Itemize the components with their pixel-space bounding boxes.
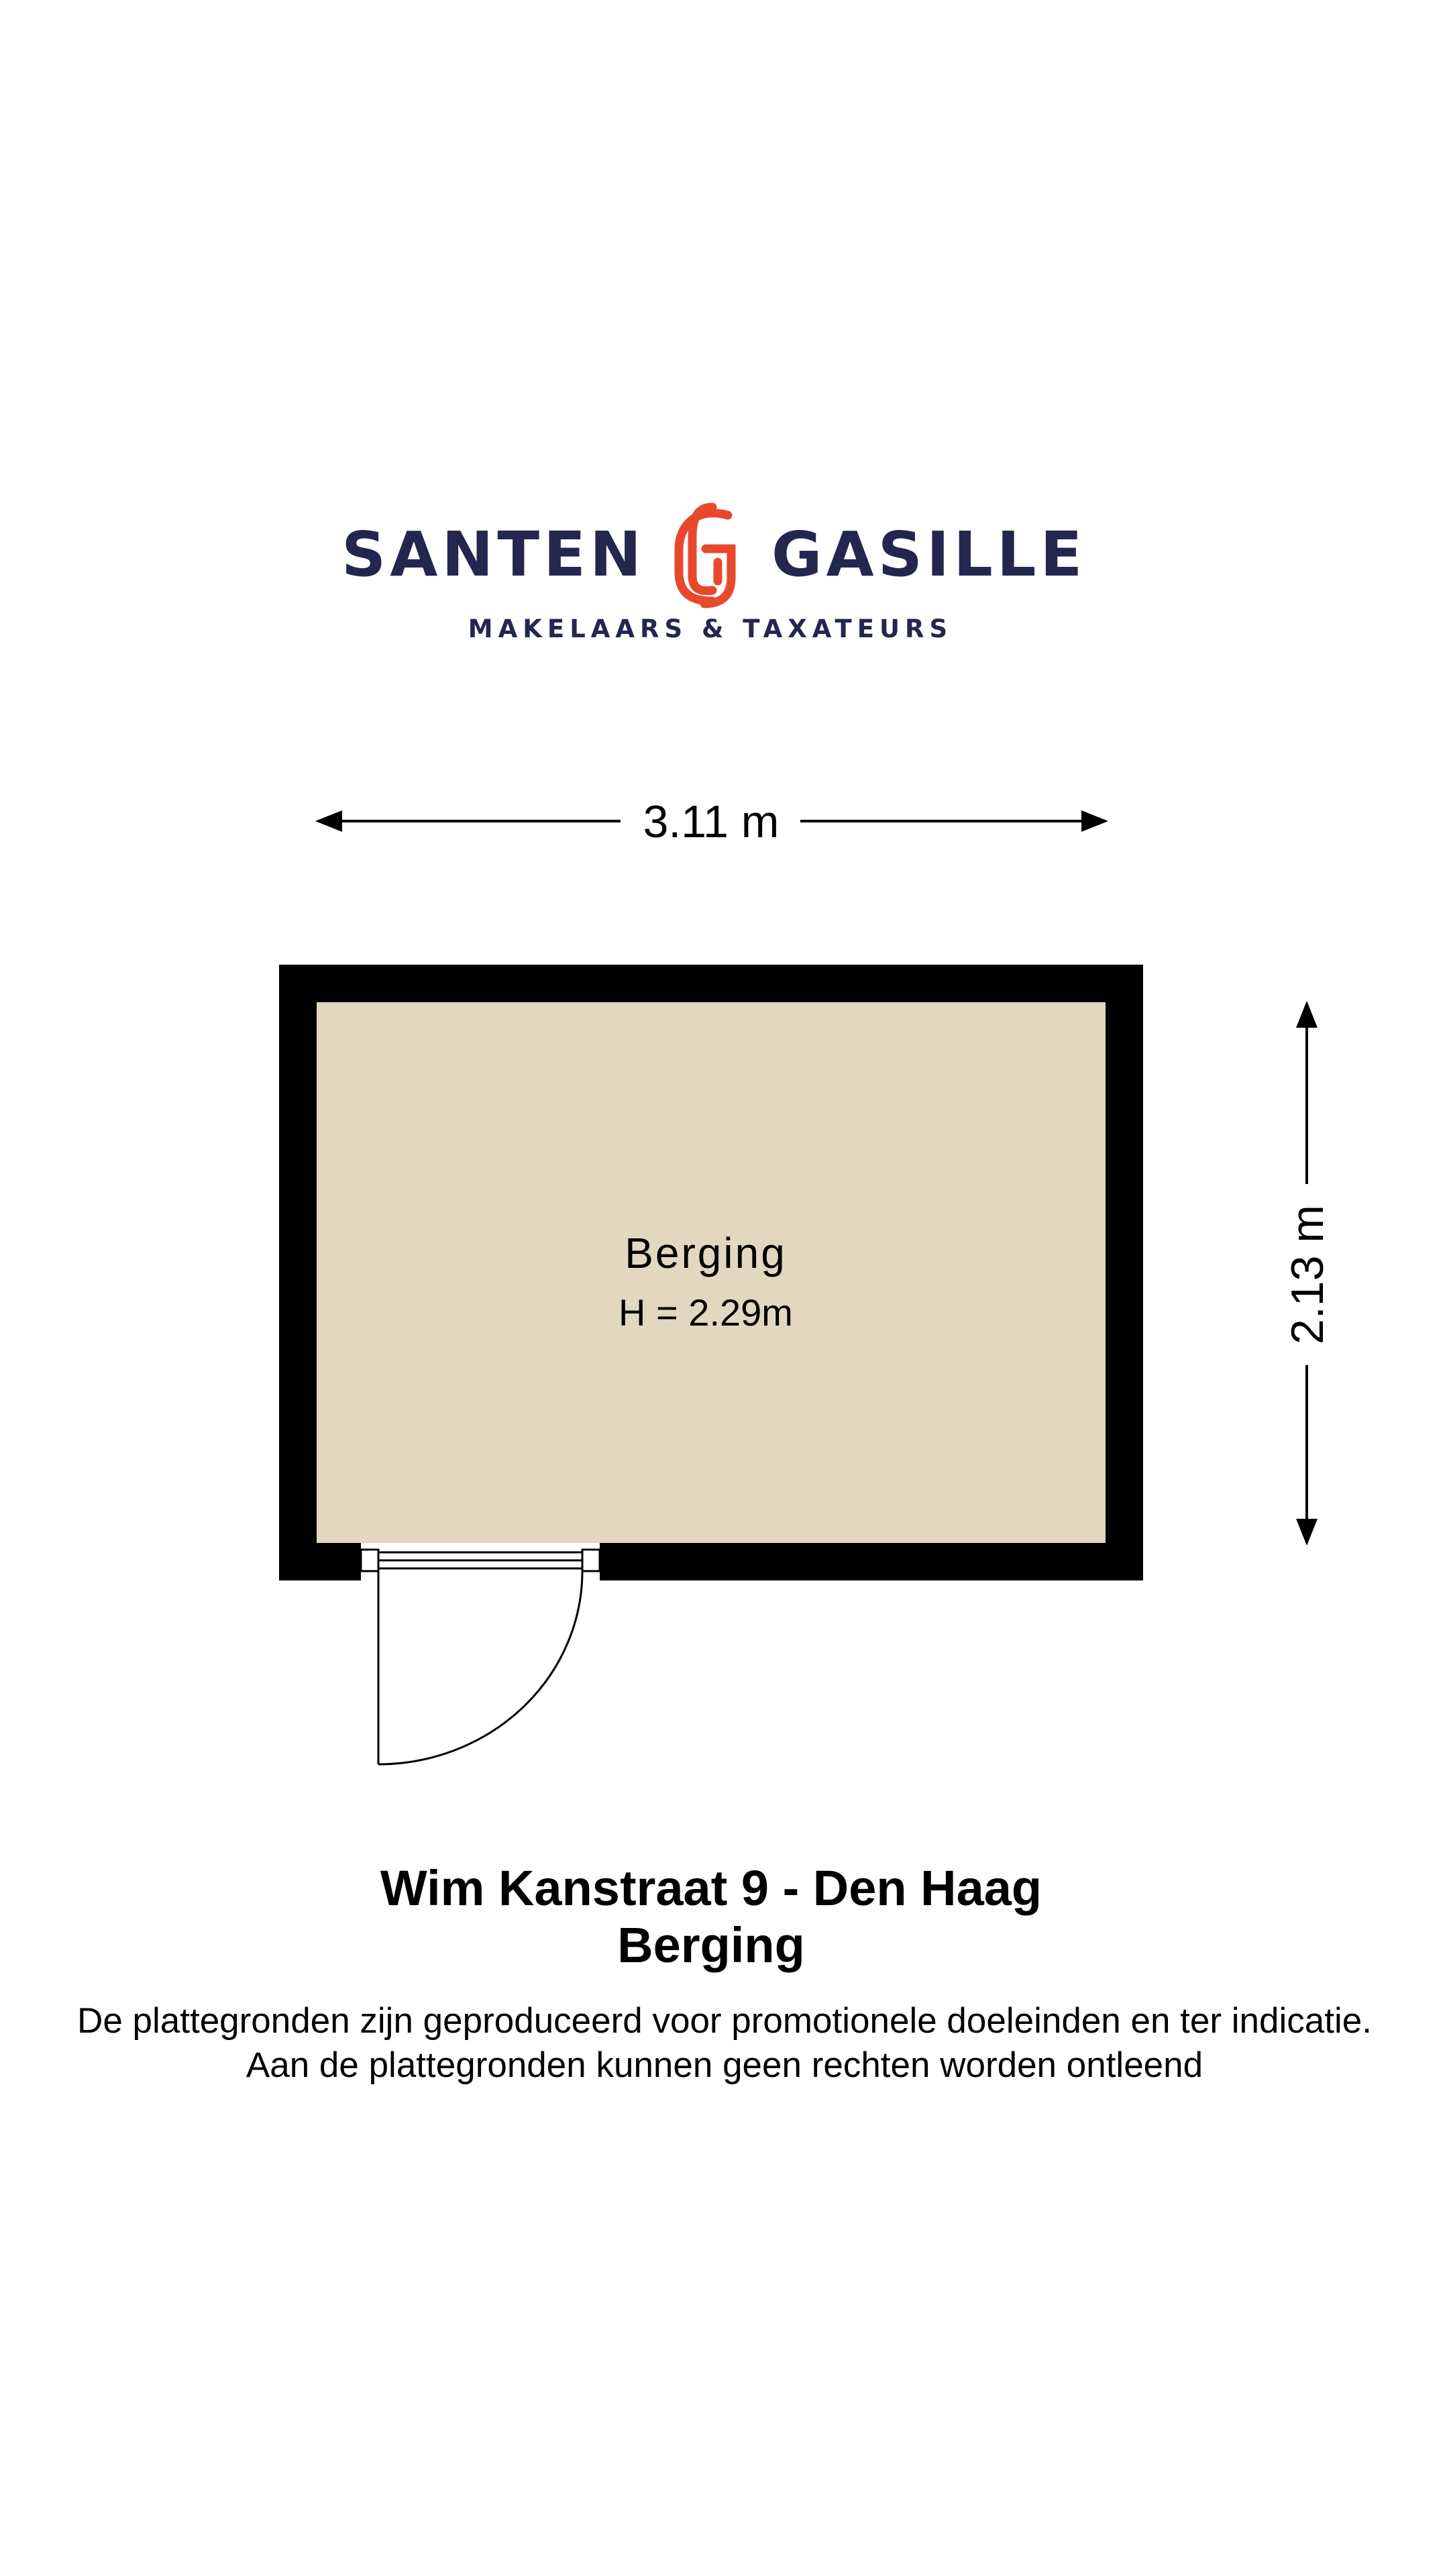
wall-left	[279, 965, 317, 1580]
height-dimension	[1282, 1004, 1333, 1543]
footer	[77, 1860, 1372, 2085]
logo-name-left: SANTEN	[341, 519, 645, 590]
door	[361, 1550, 600, 1764]
width-dimension	[318, 796, 1106, 847]
logo-monogram-icon	[679, 507, 731, 604]
wall-bottom-right	[600, 1543, 1143, 1580]
logo-name-right: GASILLE	[771, 519, 1087, 590]
room-name: Berging	[625, 1229, 787, 1277]
door-jamb-right	[582, 1550, 600, 1571]
disclaimer-line-1: De plattegronden zijn geproduceerd voor promotionele doeleinden en ter indicatie.	[77, 2001, 1372, 2041]
logo-tagline: MAKELAARS & TAXATEURS	[468, 614, 953, 643]
company-logo	[341, 507, 1086, 643]
wall-bottom-left	[279, 1543, 361, 1580]
room-berging	[279, 965, 1143, 1764]
wall-right	[1106, 965, 1143, 1580]
property-address: Wim Kanstraat 9 - Den Haag	[380, 1860, 1042, 1916]
room-ceiling-height: H = 2.29m	[619, 1291, 793, 1334]
disclaimer-line-2: Aan de plattegronden kunnen geen rechten worden ontleend	[246, 2045, 1203, 2085]
width-label: 3.11 m	[643, 796, 780, 847]
door-swing-arc	[378, 1571, 582, 1764]
height-label: 2.13 m	[1282, 1205, 1333, 1344]
wall-top	[279, 965, 1143, 1002]
floor-title: Berging	[617, 1917, 805, 1973]
door-jamb-left	[361, 1550, 378, 1571]
